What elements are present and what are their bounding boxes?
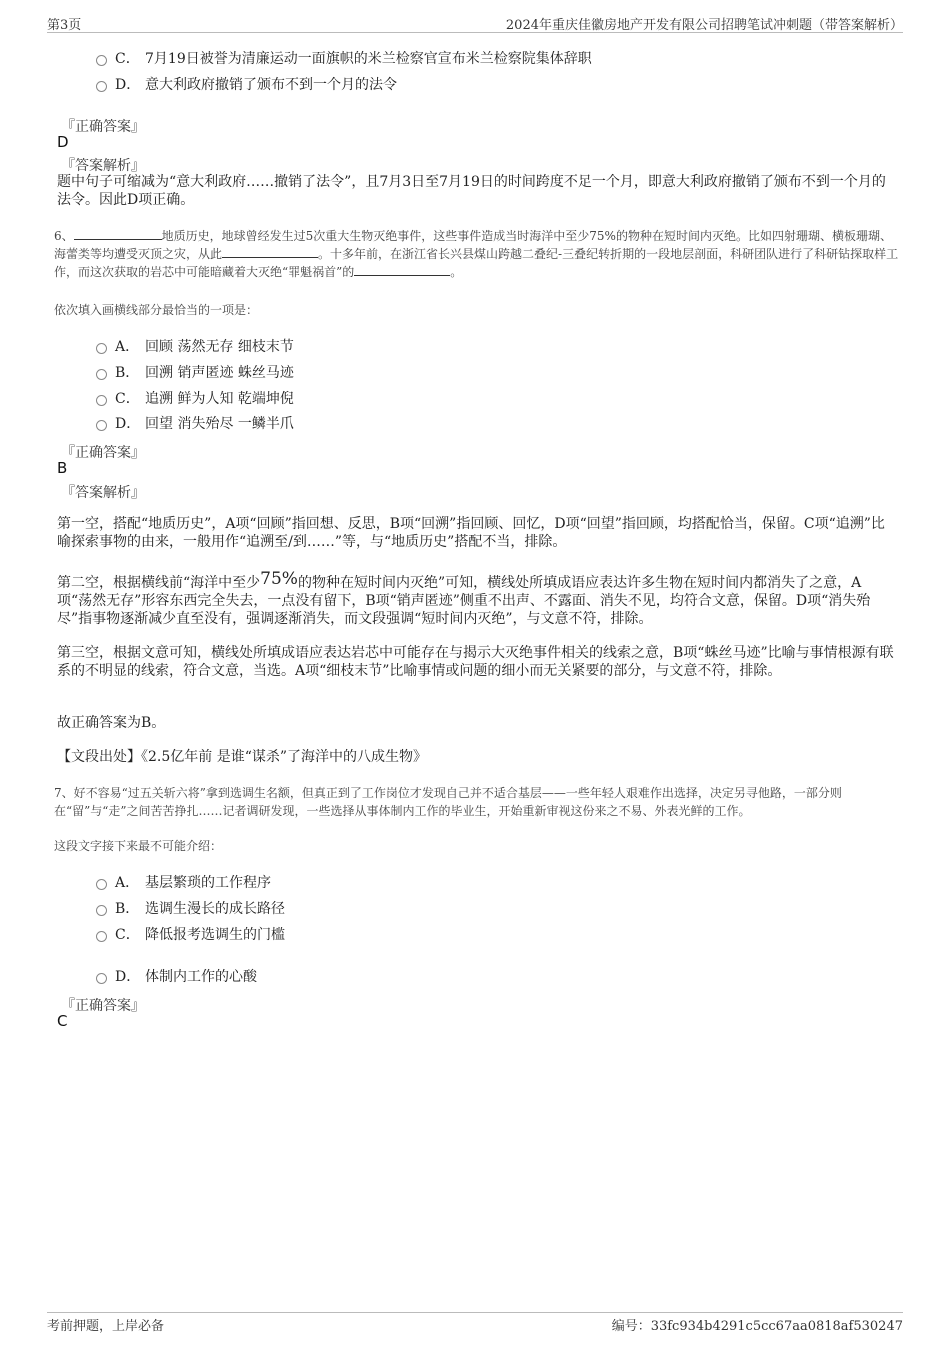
radio-icon[interactable]: [96, 369, 107, 380]
q6-stem: 6、 地质历史，地球曾经发生过5次重大生物灭绝事件，这些事件造成当时海洋中至少75%的物种在短时间内灭绝。比如四射珊瑚、横板珊瑚、海蕾类等均遭受灭顶之灾，从此 。十多年前，在浙江省长兴县煤山跨越二叠纪-三叠纪转折期的一段地层剖面，科研团队进行了科研钻探取样工作，而这次获取的岩芯中可能暗藏着大灭绝“罪魁祸首”的 。: [54, 229, 899, 279]
radio-icon[interactable]: [96, 879, 107, 890]
radio-icon[interactable]: [96, 395, 107, 406]
q5-option-d[interactable]: D． 意大利政府撤销了颁布不到一个月的法令: [96, 74, 397, 94]
q5-answer: D: [57, 133, 69, 151]
radio-icon[interactable]: [96, 420, 107, 431]
q5-analysis: 题中句子可缩减为“意大利政府……撤销了法令”，且7月3日至7月19日的时间跨度不足一个月，即意大利政府撤销了颁布不到一个月的法令。因此D项正确。: [57, 174, 886, 208]
q7-option-b[interactable]: B． 选调生漫长的成长路径: [96, 898, 285, 918]
blank-3: [354, 263, 450, 276]
q6-analysis-p4: 故正确答案为B。: [57, 715, 166, 731]
percent-formula: 75%: [260, 569, 298, 589]
footer-slogan: 考前押题，上岸必备: [47, 1319, 165, 1334]
q7-answer: C: [57, 1012, 68, 1030]
q5-analysis-label: 『答案解析』: [61, 158, 145, 174]
q7-stem: 7、好不容易“过五关斩六将”拿到选调生名额，但真正到了工作岗位才发现自己并不适合基层——一些年轻人艰难作出选择，决定另寻他路，一部分则在“留”与“走”之间苦苦挣扎……记者调研发现，一些选择从事体制内工作的毕业生，开始重新审视这份来之不易、外表光鲜的工作。: [54, 786, 842, 818]
q5-answer-label: 『正确答案』: [61, 119, 145, 135]
blank-2: [222, 245, 318, 258]
radio-icon[interactable]: [96, 931, 107, 942]
q6-analysis-p1: 第一空，搭配“地质历史”，A项“回顾”指回想、反思，B项“回溯”指回顾、回忆，D项“回望”指回顾，均搭配恰当，保留。C项“追溯”比喻探索事物的由来，一般用作“追溯至/到……”等，与“地质历史”搭配不当，排除。: [57, 516, 885, 550]
radio-icon[interactable]: [96, 905, 107, 916]
q7-answer-label: 『正确答案』: [61, 998, 145, 1014]
q7-option-c[interactable]: C． 降低报考选调生的门槛: [96, 924, 285, 944]
q7-option-a[interactable]: A． 基层繁琐的工作程序: [96, 872, 271, 892]
q6-answer: B: [57, 459, 68, 477]
document-id: 编号：33fc934b4291c5cc67aa0818af530247: [611, 1319, 903, 1334]
q6-analysis-p2: 第二空，根据横线前“海洋中至少75%的物种在短时间内灭绝”可知，横线处所填成语应表达许多生物在短时间内都消失了之意，A项“荡然无存”形容东西完全失去，一点没有留下，B项“销声匿迹”侧重不出声、不露面、消失不见，均符合文意，保留。D项“消失殆尽”指事物逐渐减少直至没有，强调逐渐消失，而文段强调“短时间内灭绝”，与文意不符，排除。: [57, 569, 871, 627]
q6-analysis-label: 『答案解析』: [61, 485, 145, 501]
radio-icon[interactable]: [96, 81, 107, 92]
radio-icon[interactable]: [96, 343, 107, 354]
radio-icon[interactable]: [96, 973, 107, 984]
page-number: 第3页: [47, 18, 82, 33]
q6-analysis-p3: 第三空，根据文意可知，横线处所填成语应表达岩芯中可能存在与揭示大灭绝事件相关的线索之意，B项“蛛丝马迹”比喻与事情根源有联系的不明显的线索，符合文意，当选。A项“细枝末节”比喻事情或问题的细小而无关紧要的部分，与文意不符，排除。: [57, 645, 894, 679]
q7-option-d[interactable]: D． 体制内工作的心酸: [96, 966, 257, 986]
q7-prompt: 这段文字接下来最不可能介绍：: [54, 839, 223, 853]
q6-option-c[interactable]: C． 追溯 鲜为人知 乾端坤倪: [96, 388, 294, 408]
q6-option-a[interactable]: A． 回顾 荡然无存 细枝末节: [96, 336, 294, 356]
q6-option-b[interactable]: B． 回溯 销声匿迹 蛛丝马迹: [96, 362, 294, 382]
q6-option-d[interactable]: D． 回望 消失殆尽 一鳞半爪: [96, 413, 294, 433]
q6-answer-label: 『正确答案』: [61, 445, 145, 461]
document-title: 2024年重庆佳徽房地产开发有限公司招聘笔试冲刺题（带答案解析）: [505, 18, 903, 33]
blank-1: [74, 227, 162, 240]
q6-prompt: 依次填入画横线部分最恰当的一项是：: [54, 303, 259, 317]
q6-source: 【文段出处】《2.5亿年前 是谁“谋杀”了海洋中的八成生物》: [57, 749, 428, 765]
radio-icon[interactable]: [96, 55, 107, 66]
page-header: [47, 14, 903, 33]
q5-option-c[interactable]: C． 7月19日被誉为清廉运动一面旗帜的米兰检察官宣布米兰检察院集体辞职: [96, 48, 592, 68]
page-footer: [47, 1312, 903, 1335]
